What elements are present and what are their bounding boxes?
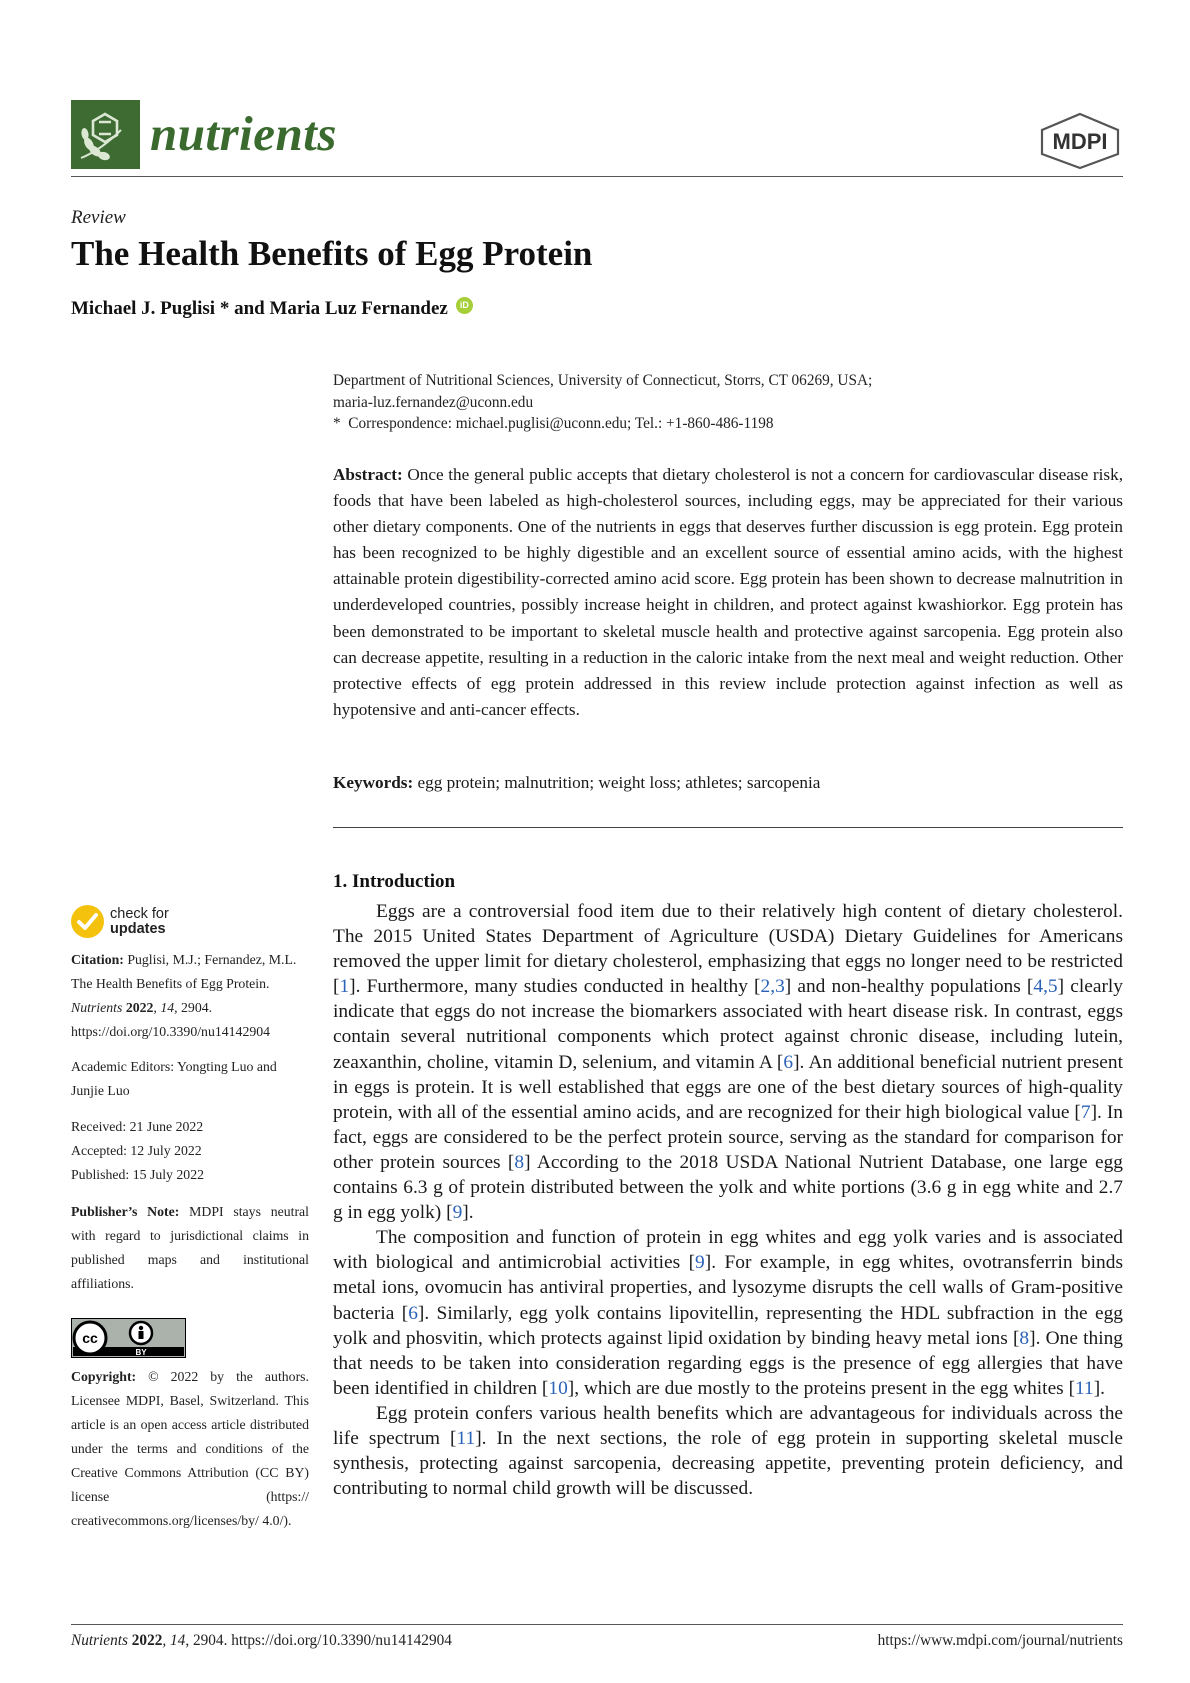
cc-by-label: BY: [135, 1348, 147, 1357]
published-date: Published: 15 July 2022: [71, 1167, 204, 1182]
journal-name: nutrients: [150, 106, 337, 161]
citation-volume: , 14: [153, 1000, 175, 1015]
citation-link[interactable]: 11: [456, 1427, 476, 1449]
paragraph-text: Egg protein confers various health benefits which are advantageous for individuals across the life spectrum [: [333, 1402, 1123, 1449]
wheat-benzene-logo-icon: [71, 100, 140, 169]
paragraph-text: ]. For example, in egg whites, ovotransferrin binds metal ions, ovomucin has antiviral properties, and lysozyme disrupts the cell walls of Gram-positive bacteria [: [333, 1252, 1123, 1324]
affiliation-email[interactable]: maria-luz.fernandez@uconn.edu: [333, 393, 534, 411]
accepted-date: Accepted: 12 July 2022: [71, 1143, 202, 1158]
citation-link[interactable]: 8: [514, 1151, 525, 1173]
check-for-updates-badge[interactable]: [71, 905, 169, 938]
citation-link[interactable]: 9: [695, 1252, 705, 1274]
citation-label: Citation:: [71, 952, 124, 967]
citation-block: [71, 948, 309, 1044]
citation-link[interactable]: 11: [1075, 1377, 1094, 1399]
affiliation-line: Department of Nutritional Sciences, University of Connecticut, Storrs, CT 06269, USA;: [333, 372, 873, 389]
paragraph-text: ].: [1093, 1377, 1106, 1399]
paragraph-text: Eggs are a controversial food item due to their relatively high content of dietary cholesterol. The 2015 United States Department of Agriculture (USDA) Dietary Guidelines for Americans removed the upper limit for dietary cholesterol, emphasizing that eggs no longer need to be restricted [: [333, 901, 1123, 998]
paragraph-text: ] According to the 2018 USDA National Nutrient Database, one large egg contains 6.3 g of protein distributed between the yolk and white portions (3.6 g in egg white and 2.7 g in egg yolk) [: [333, 1151, 1123, 1224]
citation-link[interactable]: 2,3: [760, 976, 785, 998]
keywords-label: Keywords:: [333, 773, 414, 792]
introduction-body: [333, 899, 1123, 1501]
mdpi-logo-text: MDPI: [1052, 129, 1108, 154]
citation-link[interactable]: 1: [339, 976, 350, 998]
citation-link[interactable]: 4,5: [1033, 976, 1058, 998]
citation-link[interactable]: 8: [1019, 1327, 1030, 1349]
check-for-updates-text: [110, 907, 169, 937]
authors-text: Michael J. Puglisi * and Maria Luz Fernandez: [71, 298, 448, 319]
checkmark-icon: [71, 905, 104, 938]
paragraph-text: ]. Similarly, egg yolk contains lipovitellin, representing the HDL subfraction in the egg yolk and phosvitin, which protects against lipid oxidation by binding heavy metal ions [: [333, 1302, 1123, 1349]
citation-journal: Nutrients: [71, 1000, 123, 1015]
citation-link[interactable]: 6: [408, 1302, 418, 1324]
paragraph-text: ]. An additional beneficial nutrient present in eggs is protein. It is well established that eggs are one of the best dietary sources of high-quality protein, with all of the essential amino acids, and are recognized for their high biological value [: [333, 1051, 1123, 1123]
footer-journal-url[interactable]: https://www.mdpi.com/journal/nutrients: [877, 1632, 1123, 1649]
paragraph-text: ]. Furthermore, many studies conducted in healthy [: [349, 976, 761, 998]
citation-link[interactable]: 9: [452, 1202, 463, 1224]
article-type: Review: [71, 207, 126, 228]
paragraph-text: ]. In fact, eggs are considered to be the perfect protein source, serving as the standard for comparison for other protein sources [: [333, 1101, 1123, 1173]
cc-by-license-icon[interactable]: [71, 1318, 186, 1358]
header-divider: [71, 176, 1123, 177]
correspondence: * Correspondence: michael.puglisi@uconn.edu; Tel.: +1-860-486-1198: [333, 415, 774, 432]
intro-paragraph-2: [333, 1225, 1123, 1401]
footer-doi[interactable]: , 2904. https://doi.org/10.3390/nu14142904: [185, 1632, 452, 1649]
footer-journal: Nutrients: [71, 1632, 128, 1649]
copyright-notice: [71, 1365, 309, 1533]
affiliations: [333, 370, 1123, 435]
publisher-note-label: Publisher’s Note:: [71, 1204, 180, 1219]
keywords: [333, 770, 1123, 796]
mdpi-logo: [1038, 112, 1122, 170]
academic-editors: Academic Editors: Yongting Luo and Junjie Luo: [71, 1059, 277, 1098]
journal-logo: [71, 100, 140, 169]
abstract-label: Abstract:: [333, 465, 403, 484]
received-date: Received: 21 June 2022: [71, 1119, 204, 1134]
citation-link[interactable]: 6: [783, 1051, 794, 1073]
check-line1: check for: [110, 905, 169, 922]
footer-volume: , 14: [162, 1632, 186, 1649]
paragraph-text: The composition and function of protein in egg whites and egg yolk varies and is associated with biological and antimicrobial activities [: [333, 1227, 1123, 1274]
author-list: [71, 298, 473, 320]
citation-link[interactable]: 10: [548, 1377, 568, 1399]
article-title: The Health Benefits of Egg Protein: [71, 234, 593, 273]
footer-divider: [71, 1624, 1123, 1625]
check-line2: updates: [110, 920, 166, 937]
footer-citation: [71, 1632, 452, 1650]
paragraph-text: ], which are due mostly to the proteins present in the egg whites [: [567, 1377, 1076, 1399]
publication-dates: [71, 1115, 309, 1187]
paragraph-text: ]. One thing that needs to be taken into consideration regarding eggs is the presence of egg allergies that have been identified in children [: [333, 1327, 1123, 1399]
publisher-note: [71, 1200, 309, 1296]
abstract-text: Once the general public accepts that dietary cholesterol is not a concern for cardiovascular disease risk, foods that have been labeled as high-cholesterol sources, including eggs, may be appreciated for their various other dietary components. One of the nutrients in eggs that deserves further discussion is egg protein. Egg protein has been recognized to be highly digestible and an excellent source of essential amino acids, with the highest attainable protein digestibility-corrected amino acid score. Egg protein has been shown to decrease malnutrition in underdeveloped countries, possibly increase height in children, and protect against kwashiorkor. Egg protein has been demonstrated to be important to skeletal muscle health and protective against sarcopenia. Egg protein also can decrease appetite, resulting in a reduction in the caloric intake from the next meal and weight reduction. Other protective effects of egg protein addressed in this review include protection against infection as well as hypotensive and anti-cancer effects.: [333, 465, 1123, 719]
svg-text:cc: cc: [82, 1330, 98, 1346]
citation-year: 2022: [122, 1000, 154, 1015]
section-divider: [333, 827, 1123, 828]
paragraph-text: ]. In the next sections, the role of egg protein in supporting skeletal muscle synthesis, protecting against sarcopenia, decreasing appetite, preventing protein deficiency, and contributing to normal child growth will be discussed.: [333, 1427, 1123, 1500]
intro-paragraph-3: [333, 1401, 1123, 1501]
paragraph-text: ].: [462, 1202, 474, 1224]
paragraph-text: ] and non-healthy populations [: [784, 976, 1034, 998]
citation-link[interactable]: 7: [1080, 1101, 1091, 1123]
keywords-text: egg protein; malnutrition; weight loss; athletes; sarcopenia: [413, 773, 821, 792]
intro-paragraph-1: [333, 899, 1123, 1225]
paragraph-text: ] clearly indicate that eggs do not increase the biomarkers associated with heart disease risk. In contrast, eggs contain several nutritional components which protect against chronic disease, including lutein, zeaxanthin, choline, vitamin D, selenium, and vitamin A [: [333, 976, 1123, 1073]
citation-doi[interactable]: , 2904. https://doi.org/10.3390/nu14142904: [71, 1000, 271, 1039]
footer-year: 2022: [127, 1632, 163, 1649]
citation-text: Puglisi, M.J.; Fernandez, M.L. The Health Benefits of Egg Protein.: [71, 952, 297, 991]
publisher-note-text: MDPI stays neutral with regard to jurisdictional claims in published maps and institutional affiliations.: [71, 1204, 309, 1291]
abstract: [333, 462, 1123, 723]
copyright-text: © 2022 by the authors. Licensee MDPI, Basel, Switzerland. This article is an open access article distributed under the terms and conditions of the Creative Commons Attribution (CC BY) license (https:// creativecommons.org/licenses/by/ 4.0/).: [71, 1369, 309, 1528]
section-heading-introduction: 1. Introduction: [333, 871, 456, 892]
orcid-icon[interactable]: iD: [456, 297, 473, 314]
copyright-label: Copyright:: [71, 1369, 137, 1384]
